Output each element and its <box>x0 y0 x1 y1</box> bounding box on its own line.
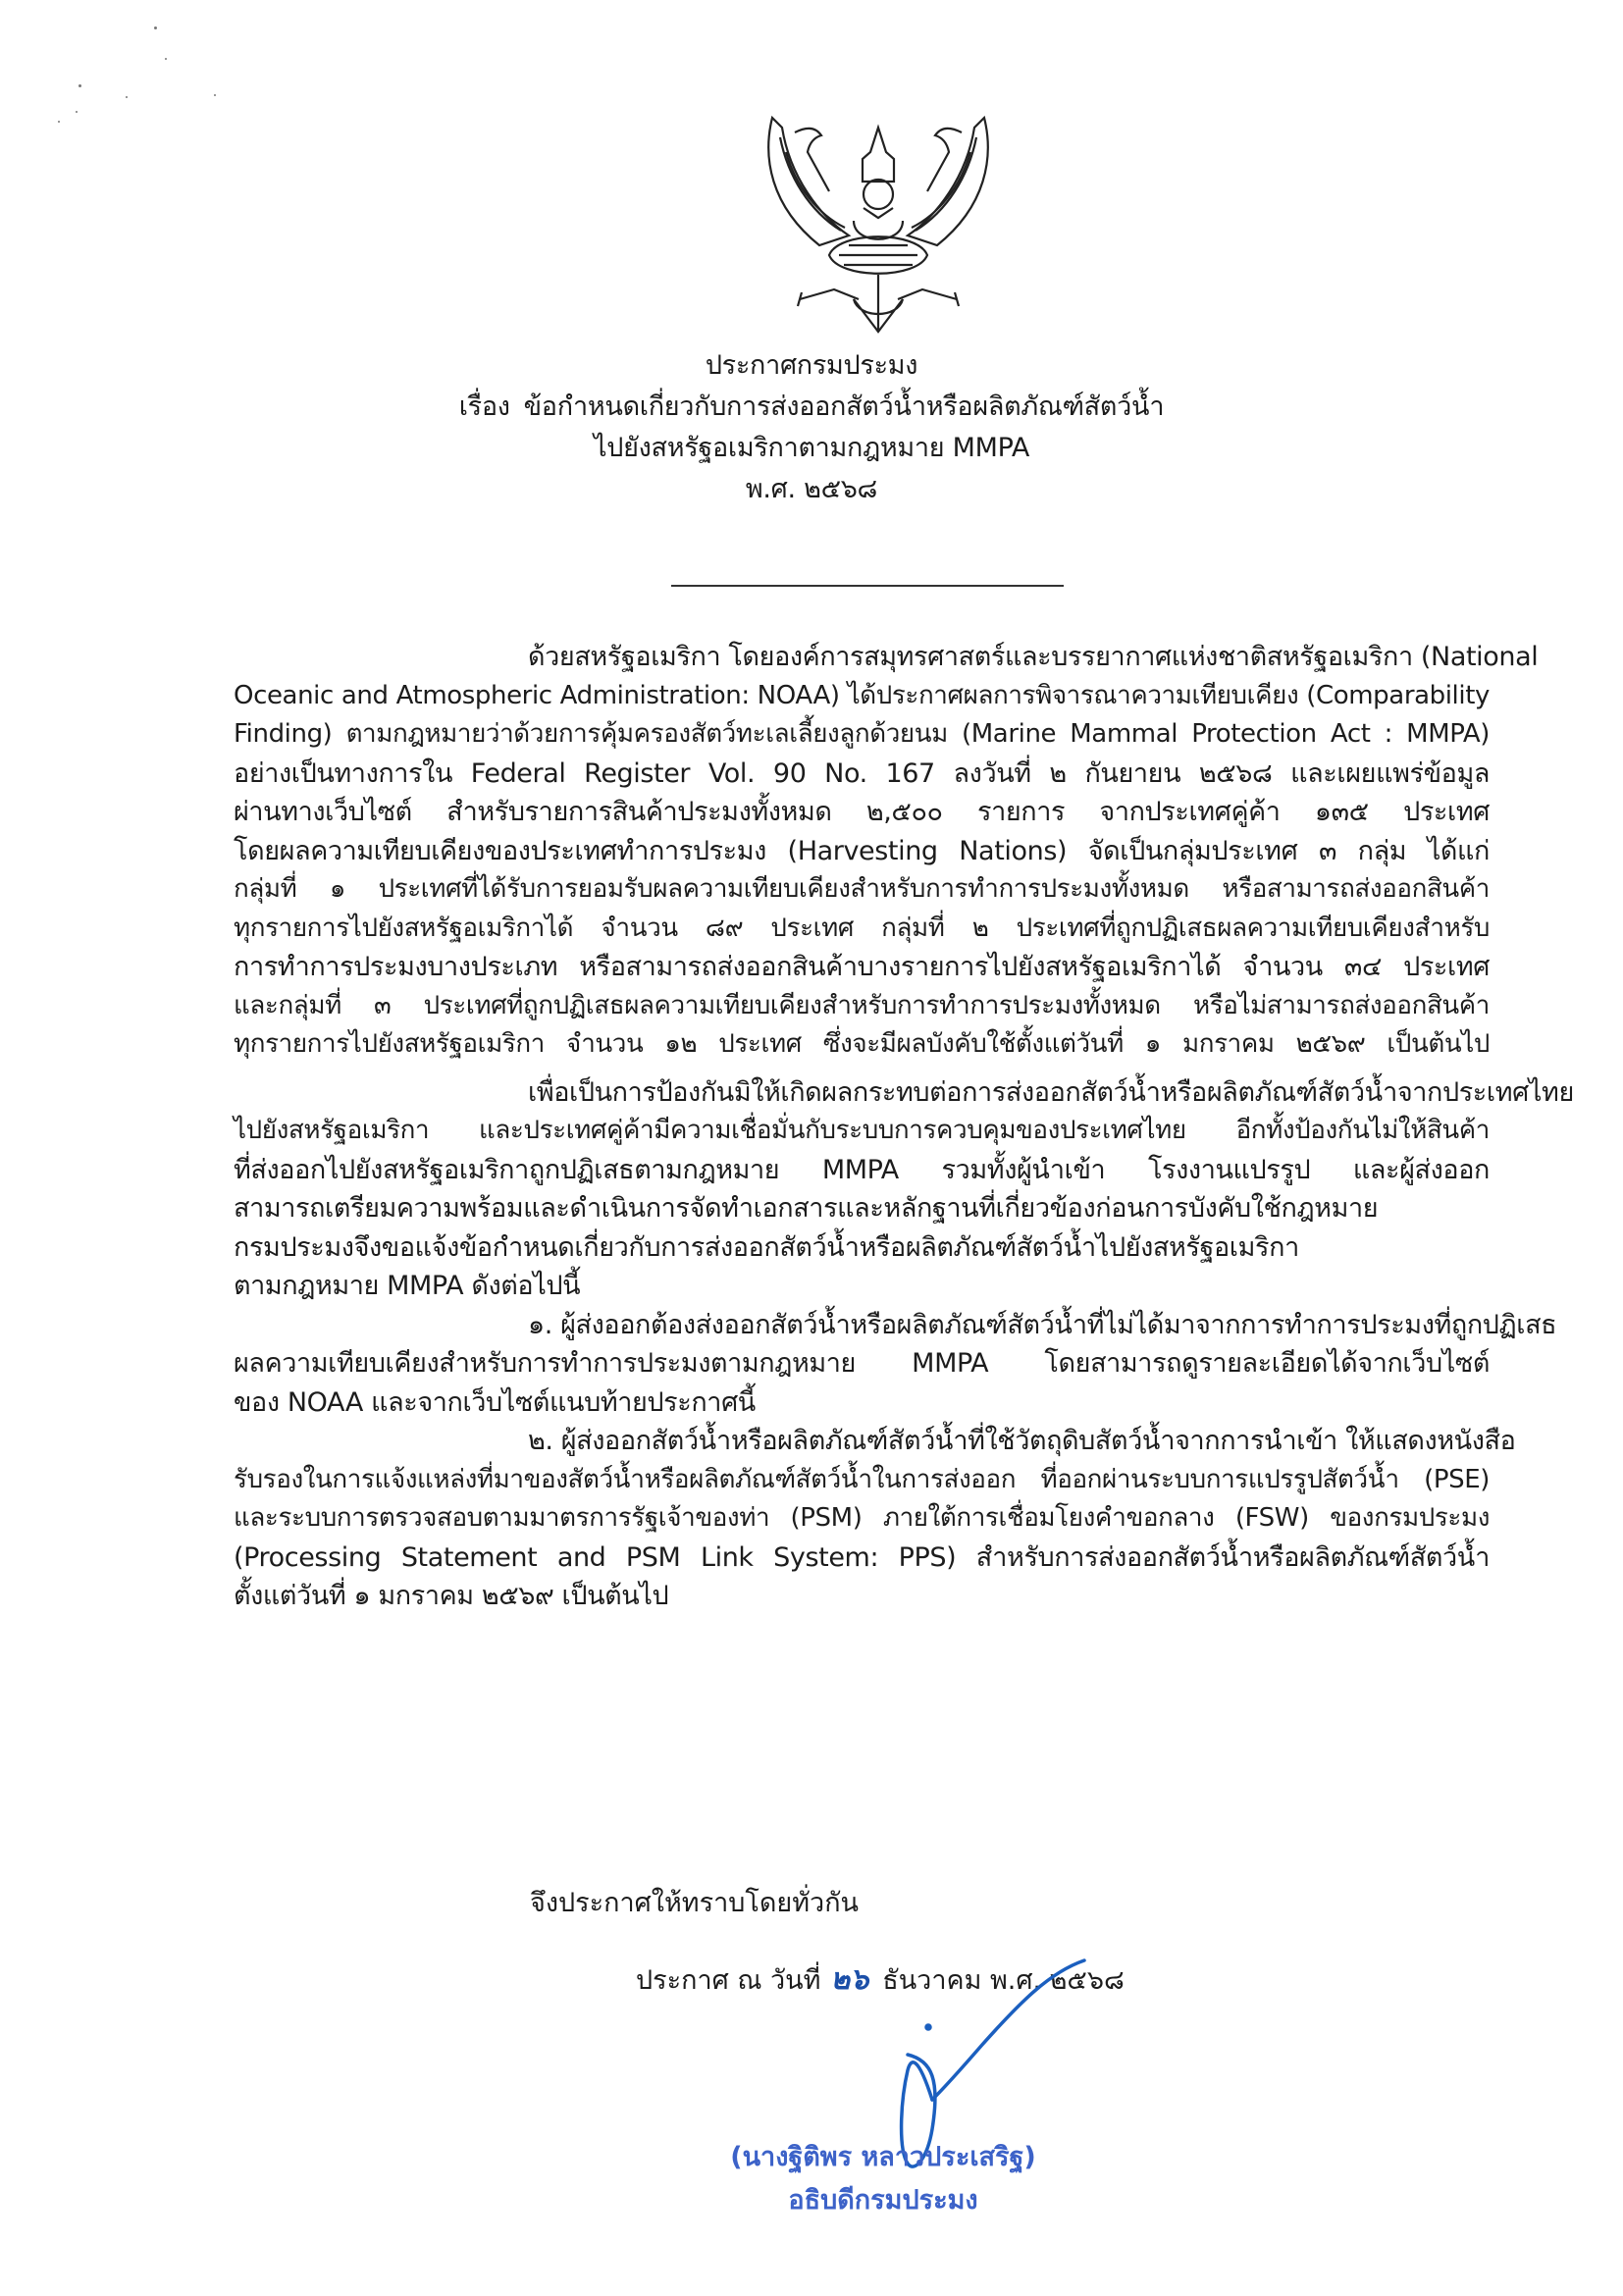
handwritten-day: ๒๖ <box>830 1962 869 1997</box>
scan-specks <box>0 0 245 147</box>
document-title: ประกาศกรมประมง <box>705 350 918 381</box>
paragraph-line: ที่ส่งออกไปยังสหรัฐอเมริกาถูกปฏิเสธตามกฎหมาย MMPA รวมทั้งผู้นำเข้า โรงงานแปรรูป และผู้ส่งออก <box>234 1154 1490 1185</box>
subject-label: เรื่อง <box>458 391 510 422</box>
item-2 <box>234 1422 1516 1616</box>
paragraph-line: Finding) ตามกฎหมายว่าด้วยการคุ้มครองสัตว์ทะเลเลี้ยงลูกด้วยนม (Marine Mammal Protection Act : MMPA) <box>234 719 1490 749</box>
paragraph-line: ๒. ผู้ส่งออกสัตว์น้ำหรือผลิตภัณฑ์สัตว์น้ำที่ใช้วัตถุดิบสัตว์น้ำจากการนำเข้า ให้แสดงหนังสือ <box>528 1426 1516 1456</box>
paragraph-1 <box>234 638 1539 1065</box>
header-divider <box>671 585 1064 587</box>
paragraph-line: ผ่านทางเว็บไซต์ สำหรับรายการสินค้าประมงทั้งหมด ๒,๕๐๐ รายการ จากประเทศคู่ค้า ๑๓๕ ประเทศ <box>234 797 1490 827</box>
paragraph-line: (Processing Statement and PSM Link System: PPS) สำหรับการส่งออกสัตว์น้ำหรือผลิตภัณฑ์สัตว์น้ำ <box>234 1541 1490 1573</box>
paragraph-line: ๑. ผู้ส่งออกต้องส่งออกสัตว์น้ำหรือผลิตภัณฑ์สัตว์น้ำที่ไม่ได้มาจากการทำการประมงที่ถูกปฏิเสธ <box>528 1309 1557 1340</box>
paragraph-line: สามารถเตรียมความพร้อมและดำเนินการจัดทำเอกสารและหลักฐานที่เกี่ยวข้องก่อนการบังคับใช้กฎหมาย <box>234 1193 1379 1224</box>
paragraph-line: ตามกฎหมาย MMPA ดังต่อไปนี้ <box>234 1271 581 1301</box>
paragraph-line: ไปยังสหรัฐอเมริกา และประเทศคู่ค้ามีความเชื่อมั่นกับระบบการควบคุมของประเทศไทย อีกทั้งป้องกันไม่ให้สินค้า <box>234 1116 1490 1145</box>
paragraph-line: ตั้งแต่วันที่ ๑ มกราคม ๒๕๖๙ เป็นต้นไป <box>234 1581 669 1611</box>
signer-position: อธิบดีกรมประมง <box>788 2185 978 2216</box>
paragraph-line: และระบบการตรวจสอบตามมาตรการรัฐเจ้าของท่า (PSM) ภายใต้การเชื่อมโยงคำขอกลาง (FSW) ของกรมประมง <box>234 1503 1490 1533</box>
paragraph-2 <box>234 1073 1574 1306</box>
paragraph-line: กรมประมงจึงขอแจ้งข้อกำหนดเกี่ยวกับการส่งออกสัตว์น้ำหรือผลิตภัณฑ์สัตว์น้ำไปยังสหรัฐอเมริกา <box>234 1231 1299 1263</box>
signer-block <box>687 2137 1079 2223</box>
signer-name: (นางฐิติพร หลาวประเสริฐ) <box>730 2142 1036 2172</box>
document-year: พ.ศ. ๒๕๖๘ <box>745 474 878 504</box>
garuda-emblem-icon <box>760 98 996 334</box>
subject-line-2: ไปยังสหรัฐอเมริกาตามกฎหมาย MMPA <box>594 433 1029 463</box>
paragraph-line: ทุกรายการไปยังสหรัฐอเมริกาได้ จำนวน ๘๙ ประเทศ กลุ่มที่ ๒ ประเทศที่ถูกปฏิเสธผลความเทียบเคียงสำหรับ <box>234 913 1490 943</box>
subject-line-1 <box>294 387 1329 428</box>
document-body <box>234 638 1574 1616</box>
paragraph-line: กลุ่มที่ ๑ ประเทศที่ได้รับการยอมรับผลความเทียบเคียงสำหรับการทำการประมงทั้งหมด หรือสามารถส่งออกสินค้า <box>234 874 1490 904</box>
subject-text-1: ข้อกำหนดเกี่ยวกับการส่งออกสัตว์น้ำหรือผลิตภัณฑ์สัตว์น้ำ <box>523 391 1165 422</box>
paragraph-line: การทำการประมงบางประเภท หรือสามารถส่งออกสินค้าบางรายการไปยังสหรัฐอเมริกาได้ จำนวน ๓๔ ประเทศ <box>234 952 1490 982</box>
document-header <box>294 345 1329 510</box>
paragraph-line: เพื่อเป็นการป้องกันมิให้เกิดผลกระทบต่อการส่งออกสัตว์น้ำหรือผลิตภัณฑ์สัตว์น้ำจากประเทศไทย <box>528 1076 1574 1108</box>
paragraph-line: ทุกรายการไปยังสหรัฐอเมริกา จำนวน ๑๒ ประเทศ ซึ่งจะมีผลบังคับใช้ตั้งแต่วันที่ ๑ มกราคม ๒๕๖๙ เป็นต้นไป <box>234 1029 1490 1059</box>
date-suffix: ธันวาคม พ.ศ. ๒๕๖๘ <box>882 1965 1125 1996</box>
paragraph-line: ผลความเทียบเคียงสำหรับการทำการประมงตามกฎหมาย MMPA โดยสามารถดูรายละเอียดได้จากเว็บไซต์ <box>234 1348 1490 1379</box>
item-1 <box>234 1306 1557 1423</box>
closing-statement: จึงประกาศให้ทราบโดยทั่วกัน <box>530 1888 859 1918</box>
date-prefix: ประกาศ ณ วันที่ <box>636 1965 821 1996</box>
paragraph-line: ด้วยสหรัฐอเมริกา โดยองค์การสมุทรศาสตร์และบรรยากาศแห่งชาติสหรัฐอเมริกา (National <box>528 642 1539 672</box>
paragraph-line: และกลุ่มที่ ๓ ประเทศที่ถูกปฏิเสธผลความเทียบเคียงสำหรับการทำการประมงทั้งหมด หรือไม่สามารถส่งออกสินค้า <box>234 990 1490 1020</box>
paragraph-line: อย่างเป็นทางการใน Federal Register Vol. 90 No. 167 ลงวันที่ ๒ กันยายน ๒๕๖๘ และเผยแพร่ข้อมูล <box>234 757 1490 789</box>
paragraph-line: ของ NOAA และจากเว็บไซต์แนบท้ายประกาศนี้ <box>234 1386 756 1418</box>
paragraph-line: Oceanic and Atmospheric Administration: NOAA) ได้ประกาศผลการพิจารณาความเทียบเคียง (Comparability <box>234 680 1490 710</box>
paragraph-line: รับรองในการแจ้งแหล่งที่มาของสัตว์น้ำหรือผลิตภัณฑ์สัตว์น้ำในการส่งออก ที่ออกผ่านระบบการแปรรูปสัตว์น้ำ (PSE) <box>234 1464 1490 1494</box>
paragraph-line: โดยผลความเทียบเคียงของประเทศทำการประมง (Harvesting Nations) จัดเป็นกลุ่มประเทศ ๓ กลุ่ม ได้แก่ <box>234 835 1490 866</box>
